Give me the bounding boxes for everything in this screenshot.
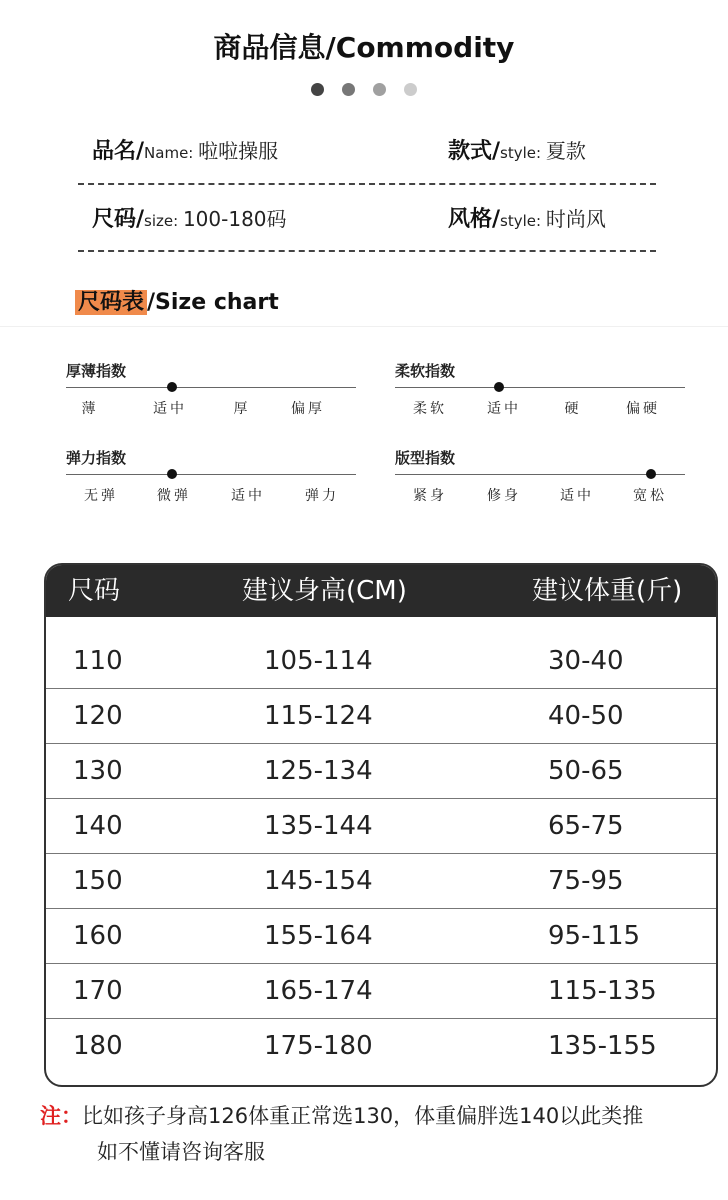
- scale-fit: [395, 447, 685, 517]
- note-text-1: 比如孩子身高126体重正常选130，体重偏胖选140以此类推: [82, 1104, 644, 1128]
- scale-label: 修身: [487, 488, 521, 504]
- carousel-dot[interactable]: [373, 83, 386, 96]
- scale-track: [66, 387, 356, 388]
- table-header-size: 尺码: [68, 576, 121, 606]
- cell-size: 110: [73, 646, 123, 676]
- scale-title: 厚薄指数: [66, 362, 127, 380]
- cell-height: 105-114: [264, 646, 373, 676]
- cell-height: 115-124: [264, 701, 373, 731]
- scale-label: 偏厚: [291, 401, 325, 417]
- size-table: [44, 563, 718, 1087]
- note-label: 注：: [40, 1104, 82, 1128]
- table-row: [46, 854, 716, 909]
- info-fashion-key: 风格/: [448, 207, 501, 232]
- scale-label: 微弹: [157, 488, 191, 504]
- size-note: [40, 1098, 720, 1170]
- scale-title: 弹力指数: [66, 449, 127, 467]
- cell-height: 165-174: [264, 976, 373, 1006]
- info-style: [448, 134, 586, 165]
- table-header-weight: 建议体重(斤): [532, 576, 683, 606]
- scale-label: 无弹: [84, 488, 118, 504]
- scale-knob[interactable]: [167, 469, 177, 479]
- size-chart-heading-rest: /Size chart: [147, 290, 279, 315]
- section-divider: [0, 326, 728, 327]
- scale-label: 偏硬: [626, 401, 660, 417]
- info-style-en: style:: [500, 144, 546, 162]
- scale-title: 版型指数: [395, 449, 456, 467]
- scale-label: 宽松: [633, 488, 667, 504]
- note-text-2: 如不懂请咨询客服: [97, 1140, 265, 1164]
- cell-weight: 50-65: [548, 756, 624, 786]
- cell-size: 170: [73, 976, 123, 1006]
- scale-label: 硬: [564, 401, 582, 417]
- cell-weight: 135-155: [548, 1031, 657, 1061]
- cell-size: 120: [73, 701, 123, 731]
- info-style-value: 夏款: [545, 139, 586, 163]
- info-size-en: size:: [144, 212, 183, 230]
- cell-height: 175-180: [264, 1031, 373, 1061]
- cell-height: 135-144: [264, 811, 373, 841]
- scale-track: [66, 474, 356, 475]
- scale-label: 适中: [487, 401, 521, 417]
- cell-weight: 30-40: [548, 646, 624, 676]
- carousel-dot[interactable]: [342, 83, 355, 96]
- scale-label: 适中: [231, 488, 265, 504]
- scale-knob[interactable]: [167, 382, 177, 392]
- info-name-key: 品名/: [92, 139, 145, 164]
- info-row-2: [92, 202, 652, 242]
- table-row: [46, 909, 716, 964]
- info-name-value: 啦啦操服: [198, 139, 279, 163]
- table-row: [46, 799, 716, 854]
- scale-label: 适中: [153, 401, 187, 417]
- carousel-dot[interactable]: [311, 83, 324, 96]
- scale-label: 厚: [233, 401, 251, 417]
- cell-height: 125-134: [264, 756, 373, 786]
- cell-size: 140: [73, 811, 123, 841]
- scale-knob[interactable]: [494, 382, 504, 392]
- size-chart-heading: [75, 287, 279, 319]
- scale-label: 紧身: [413, 488, 447, 504]
- scale-knob[interactable]: [646, 469, 656, 479]
- dashed-divider: [78, 250, 656, 252]
- cell-size: 160: [73, 921, 123, 951]
- table-row: [46, 1019, 716, 1074]
- info-size-value: 100-180码: [182, 207, 287, 231]
- cell-weight: 65-75: [548, 811, 624, 841]
- table-row: [46, 964, 716, 1019]
- scale-softness: [395, 360, 685, 430]
- scale-elasticity: [66, 447, 356, 517]
- scale-title: 柔软指数: [395, 362, 456, 380]
- info-fashion-en: style:: [500, 212, 546, 230]
- cell-weight: 95-115: [548, 921, 641, 951]
- table-row: [46, 634, 716, 689]
- cell-size: 130: [73, 756, 123, 786]
- scale-track: [395, 474, 685, 475]
- scale-label: 薄: [81, 401, 99, 417]
- info-row-1: [92, 134, 652, 174]
- info-size: [92, 202, 287, 233]
- cell-size: 150: [73, 866, 123, 896]
- carousel-dot[interactable]: [404, 83, 417, 96]
- info-fashion-value: 时尚风: [545, 207, 606, 231]
- scale-thickness: [66, 360, 356, 430]
- scale-label: 弹力: [305, 488, 339, 504]
- cell-weight: 115-135: [548, 976, 657, 1006]
- table-header: [46, 565, 716, 617]
- cell-weight: 40-50: [548, 701, 624, 731]
- cell-size: 180: [73, 1031, 123, 1061]
- info-fashion: [448, 202, 606, 233]
- note-line-1: [40, 1098, 720, 1134]
- table-header-height: 建议身高(CM): [242, 576, 407, 606]
- carousel-dots: [0, 83, 728, 96]
- scale-track: [395, 387, 685, 388]
- info-name-en: Name:: [144, 144, 199, 162]
- info-name: [92, 134, 278, 165]
- info-size-key: 尺码/: [92, 207, 145, 232]
- table-row: [46, 689, 716, 744]
- page-title: 商品信息/Commodity: [213, 31, 515, 64]
- table-row: [46, 744, 716, 799]
- cell-height: 145-154: [264, 866, 373, 896]
- cell-height: 155-164: [264, 921, 373, 951]
- size-chart-heading-highlight: 尺码表: [75, 290, 147, 315]
- dashed-divider: [78, 183, 656, 185]
- cell-weight: 75-95: [548, 866, 624, 896]
- scale-label: 柔软: [413, 401, 447, 417]
- info-style-key: 款式/: [448, 139, 501, 164]
- scale-label: 适中: [560, 488, 594, 504]
